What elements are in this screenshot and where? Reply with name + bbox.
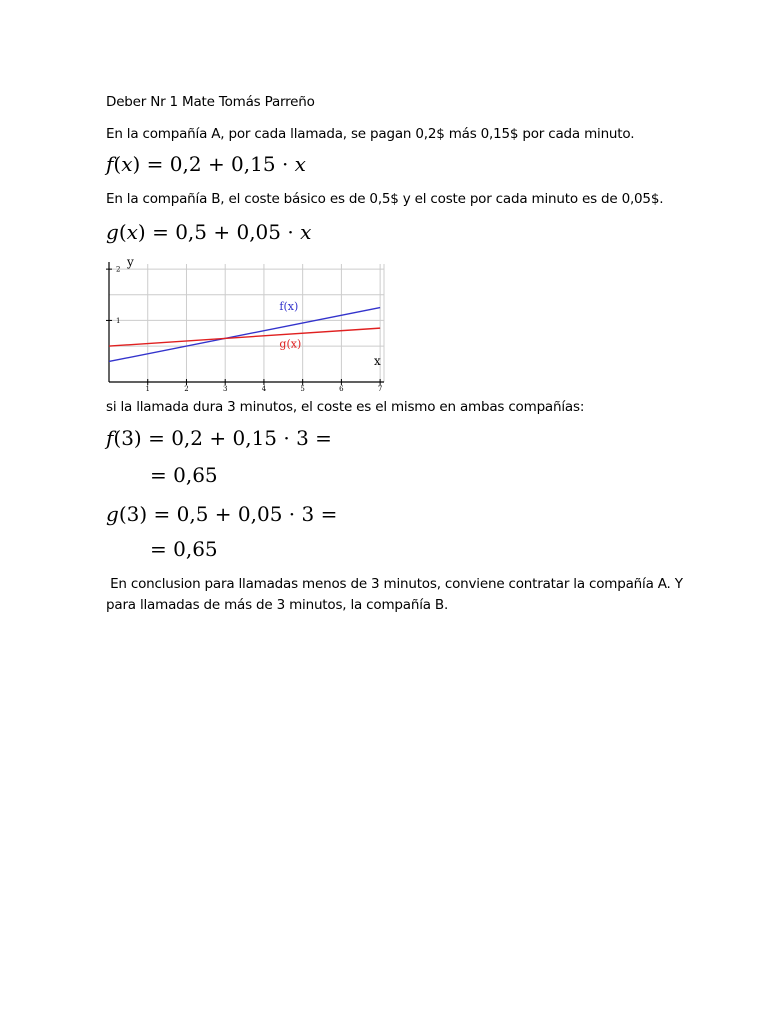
eval-f-name: f xyxy=(106,426,114,450)
formula-g-name: g xyxy=(106,220,119,244)
x-tick-label: 7 xyxy=(377,385,383,392)
series-label-g: g(x) xyxy=(279,337,302,351)
x-tick-label: 5 xyxy=(300,385,305,392)
x-tick-label: 3 xyxy=(222,385,228,392)
line-chart xyxy=(96,254,392,392)
eval-f-result: = 0,65 xyxy=(150,463,218,487)
conclusion-line-2: para llamadas de más de 3 minutos, la compañía B. xyxy=(106,597,449,613)
formula-g-var: x xyxy=(300,220,312,244)
eval-f-rest: (3) = 0,2 + 0,15 · 3 = xyxy=(113,426,332,450)
y-tick-label: 1 xyxy=(116,316,121,325)
eval-g xyxy=(106,502,337,526)
formula-f: f(x) = 0,2 + 0,15 · x xyxy=(106,152,306,176)
paragraph-same-cost: si la llamada dura 3 minutos, el coste es el mismo en ambas compañías: xyxy=(106,399,585,415)
eval-g-rest: (3) = 0,5 + 0,05 · 3 = xyxy=(118,502,338,526)
formula-g: g(x) = 0,5 + 0,05 · x xyxy=(106,220,312,244)
series-label-f: f(x) xyxy=(279,300,299,314)
x-tick-label: 6 xyxy=(339,385,344,392)
formula-f-arg: x xyxy=(121,152,133,176)
formula-g-rest: 0,5 + 0,05 · xyxy=(175,220,301,244)
series-line-g xyxy=(109,328,380,346)
x-axis-label: x xyxy=(374,354,381,368)
formula-f-name: f xyxy=(106,152,114,176)
formula-g-arg: x xyxy=(126,220,138,244)
formula-f-rest: 0,2 + 0,15 · xyxy=(169,152,295,176)
conclusion-line-1: En conclusion para llamadas menos de 3 minutos, conviene contratar la compañía A. Y xyxy=(106,576,683,592)
x-tick-label: 4 xyxy=(261,385,267,392)
formula-f-var: x xyxy=(294,152,306,176)
x-tick-label: 1 xyxy=(145,385,150,392)
paragraph-company-b: En la compañía B, el coste básico es de 0,5$ y el coste por cada minuto es de 0,05$. xyxy=(106,191,664,207)
eval-g-result: = 0,65 xyxy=(150,537,218,561)
x-tick-label: 2 xyxy=(184,385,189,392)
series-line-f xyxy=(109,308,380,362)
y-axis-label: y xyxy=(127,255,134,269)
y-tick-label: 2 xyxy=(116,265,121,274)
paragraph-company-a: En la compañía A, por cada llamada, se pagan 0,2$ más 0,15$ por cada minuto. xyxy=(106,126,635,142)
heading: Deber Nr 1 Mate Tomás Parreño xyxy=(106,94,315,110)
eval-f xyxy=(106,426,332,450)
eval-g-name: g xyxy=(106,502,119,526)
